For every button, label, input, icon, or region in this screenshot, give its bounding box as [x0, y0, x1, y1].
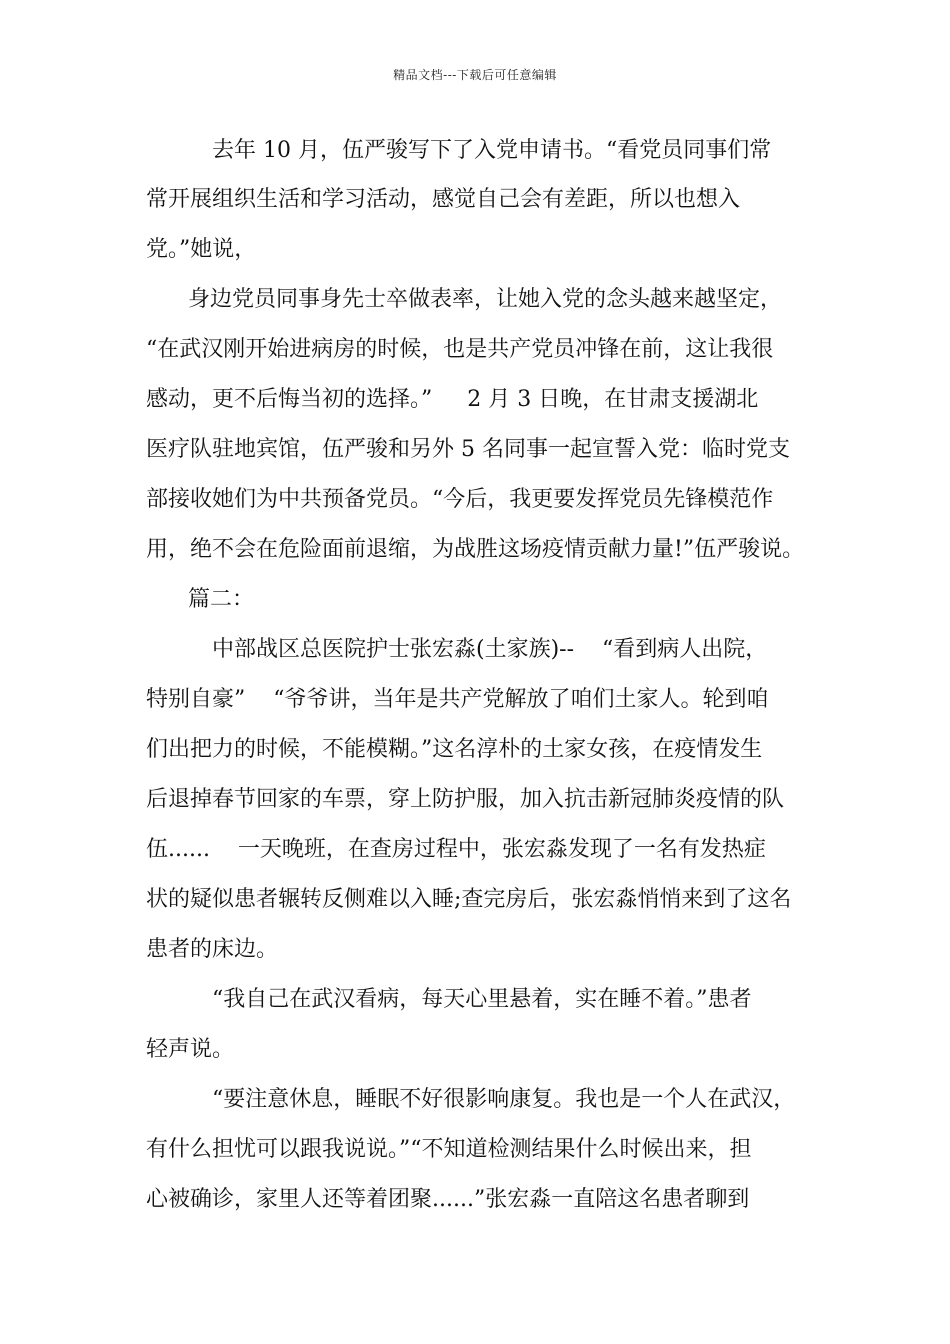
text-line: 轻声说。 — [146, 1037, 235, 1062]
text-line: 们出把力的时候，不能模糊。”这名淳朴的土家女孩，在疫情发生 — [146, 737, 763, 762]
text-line: 去年 10 月，伍严骏写下了入党申请书。“看党员同事们常 — [212, 138, 772, 163]
text-line: 心被确诊，家里人还等着团聚......”张宏淼一直陪这名患者聊到 — [146, 1187, 750, 1212]
text-line: 感动，更不后悔当初的选择。” 2 月 3 日晚，在甘肃支援湖北 — [146, 387, 759, 412]
section-heading: 篇二： — [188, 587, 255, 612]
text-line: 有什么担忧可以跟我说说。”“不知道检测结果什么时候出来，担 — [146, 1137, 752, 1162]
text-line: 党。”她说， — [146, 237, 257, 262]
text-line: 医疗队驻地宾馆，伍严骏和另外 5 名同事一起宣誓入党：临时党支 — [146, 437, 790, 462]
text-line: 患者的床边。 — [146, 937, 279, 962]
text-line: “我自己在武汉看病，每天心里悬着，实在睡不着。”患者 — [212, 987, 752, 1012]
text-line: 身边党员同事身先士卒做表率，让她入党的念头越来越坚定， — [188, 287, 783, 312]
text-line: “在武汉刚开始进病房的时候，也是共产党员冲锋在前，这让我很 — [146, 337, 774, 362]
text-line: 状的疑似患者辗转反侧难以入睡;查完房后，张宏淼悄悄来到了这名 — [146, 887, 792, 912]
text-line: 伍...... 一天晚班，在查房过程中，张宏淼发现了一名有发热症 — [146, 837, 766, 862]
text-line: 特别自豪” “爷爷讲，当年是共产党解放了咱们土家人。轮到咱 — [146, 687, 769, 712]
text-line: 常开展组织生活和学习活动，感觉自己会有差距，所以也想入 — [146, 187, 741, 212]
text-line: 用，绝不会在危险面前退缩，为战胜这场疫情贡献力量!”伍严骏说。 — [146, 537, 805, 562]
page-header: 精品文档---下载后可任意编辑 — [393, 68, 557, 82]
text-line: 中部战区总医院护士张宏淼(土家族)-- “看到病人出院， — [212, 637, 768, 662]
text-line: 部接收她们为中共预备党员。“今后，我更要发挥党员先锋模范作 — [146, 487, 774, 512]
text-line: “要注意休息，睡眠不好很影响康复。我也是一个人在武汉， — [212, 1087, 796, 1112]
text-line: 后退掉春节回家的车票，穿上防护服，加入抗击新冠肺炎疫情的队 — [146, 787, 785, 812]
